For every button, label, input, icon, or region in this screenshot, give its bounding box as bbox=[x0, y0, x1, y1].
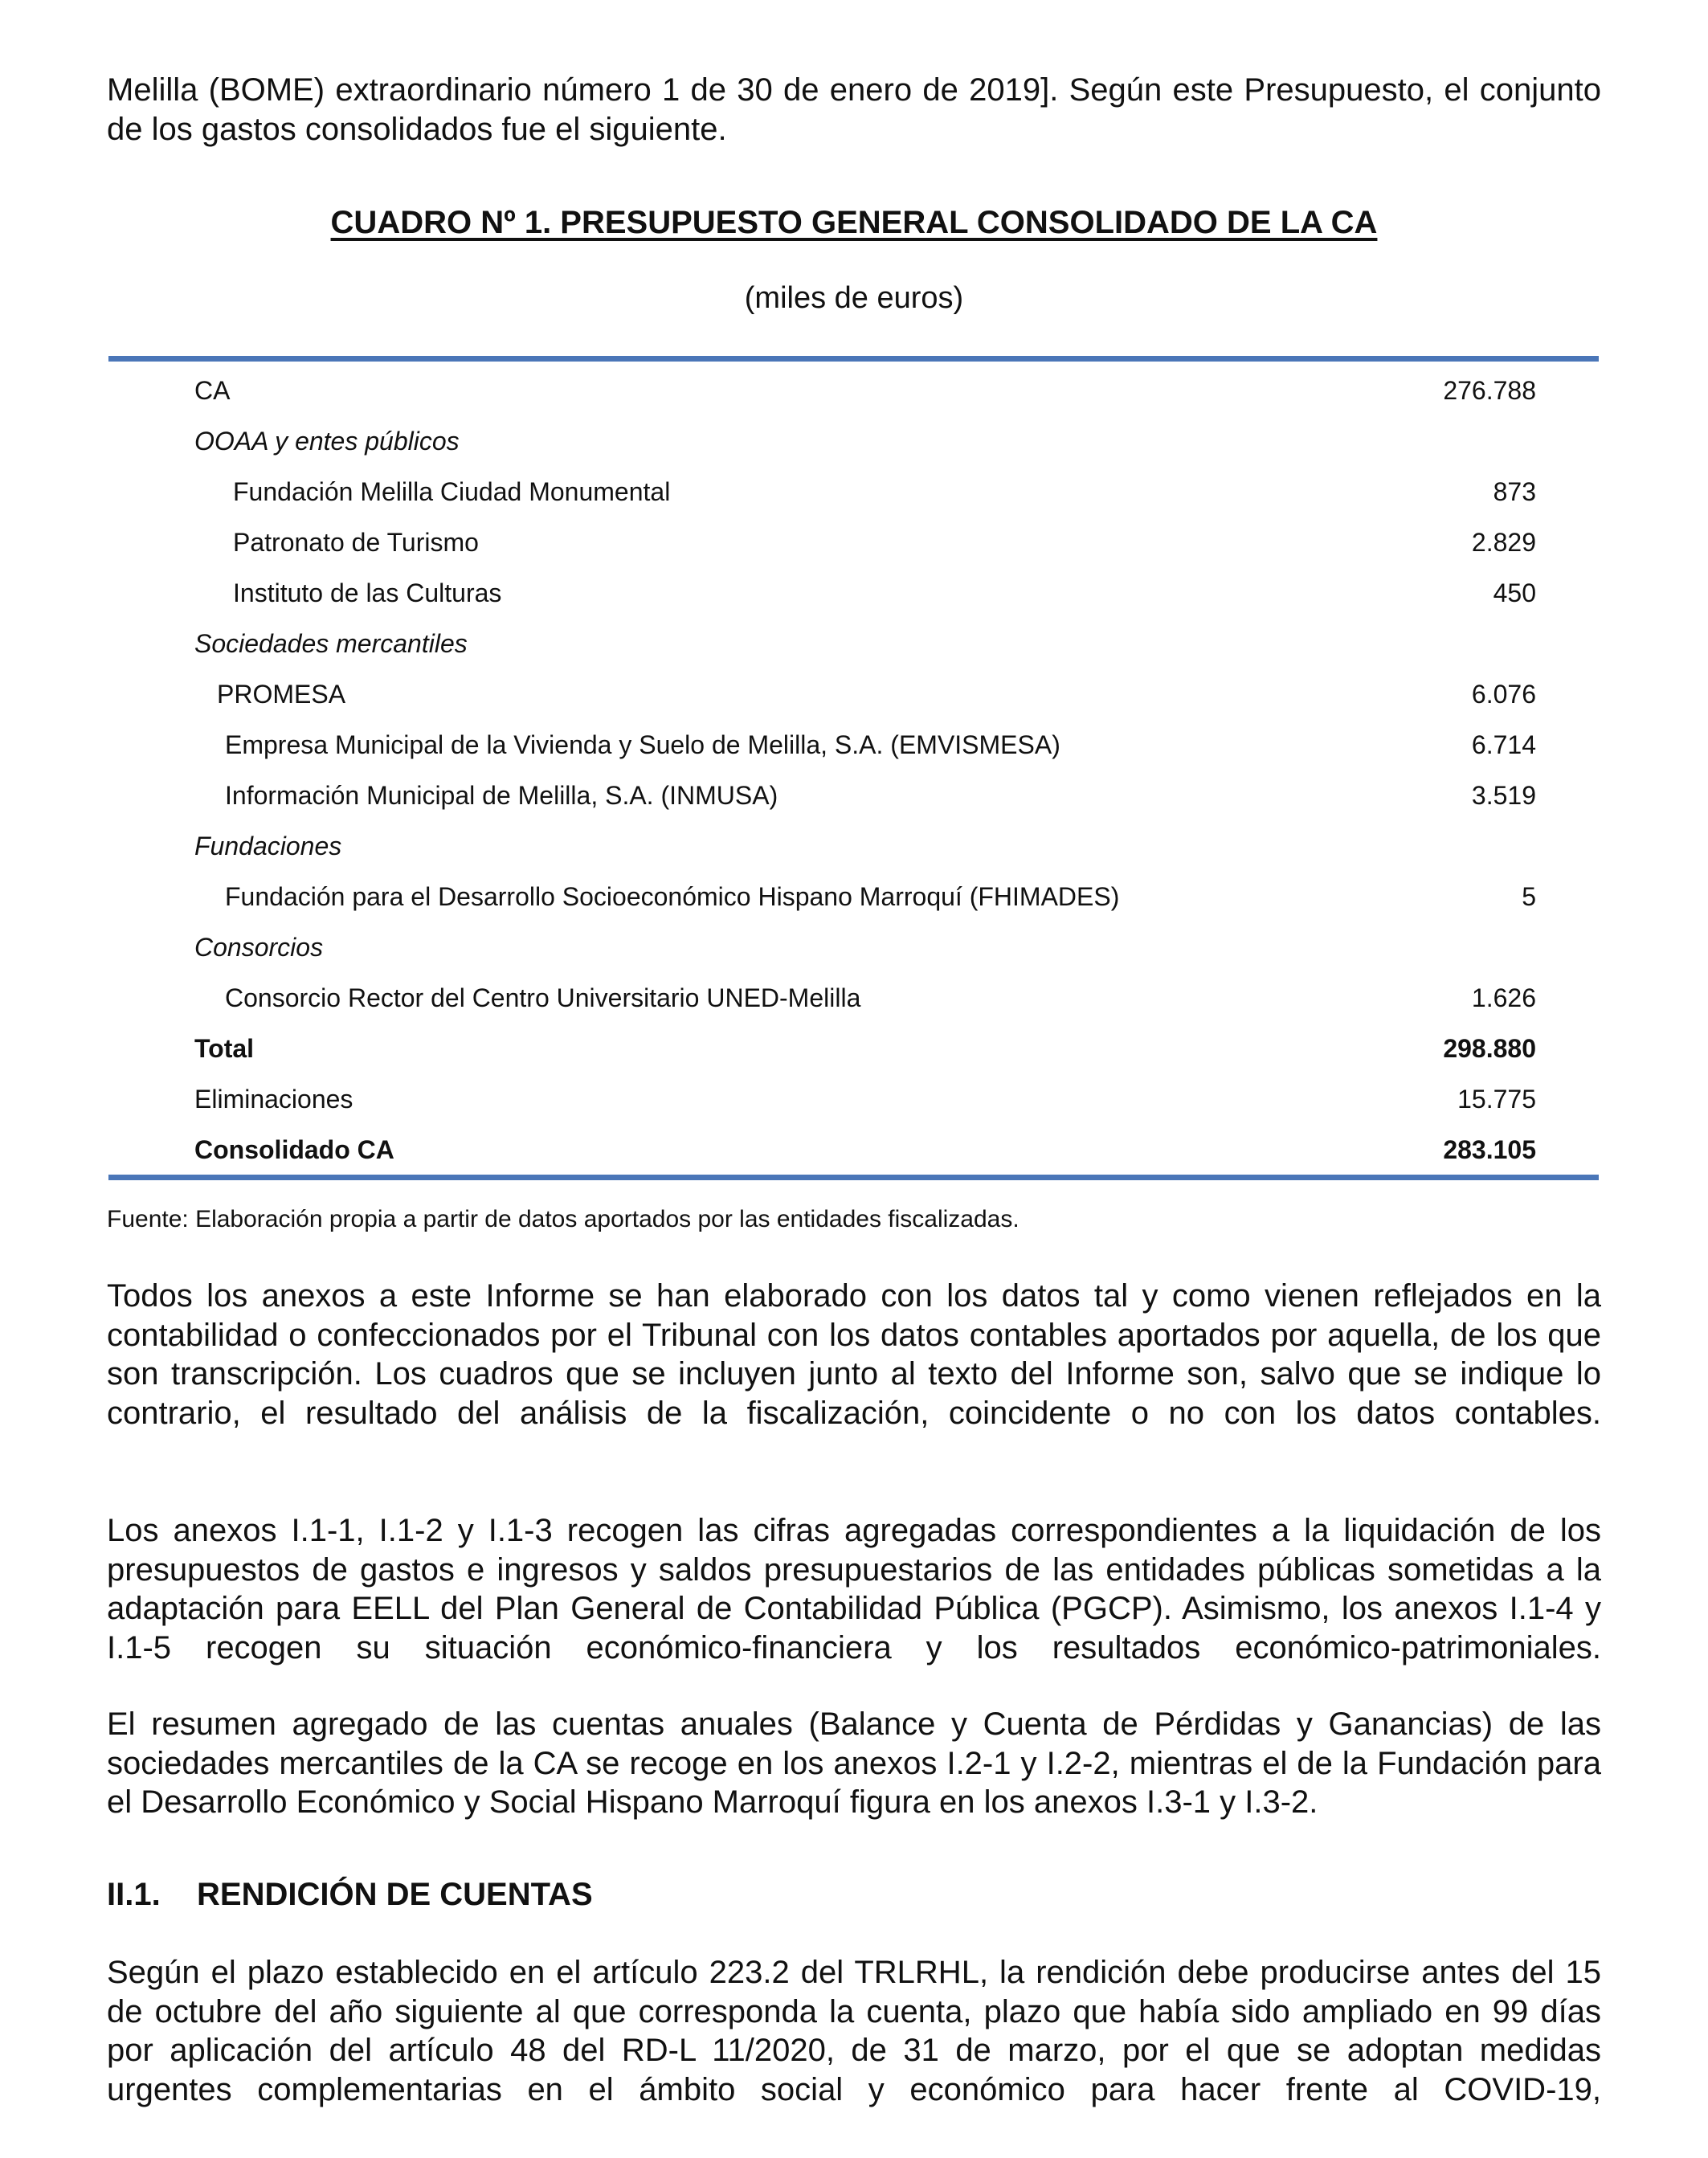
section-number: II.1. bbox=[107, 1877, 161, 1912]
table-row bbox=[194, 526, 1536, 558]
row-label: Empresa Municipal de la Vivienda y Suelo de Melilla, S.A. (EMVISMESA) bbox=[225, 730, 1060, 759]
table-bottom-rule bbox=[108, 1175, 1599, 1180]
table-group-row bbox=[194, 830, 1536, 862]
section-paragraph: Según el plazo establecido en el artículo 223.2 del TRLRHL, la rendición debe producirse antes del 15 de octubre del año siguiente al que corresponda la cuenta, plazo que había sido ampliado en 99 días por aplicación del artículo 48 del RD-L 11/2020, de 31 de marzo, por el que se adoptan medidas urgentes complementarias en el ámbito social y económico para hacer frente al COVID-19, bbox=[107, 1955, 1601, 2107]
section-heading bbox=[107, 1875, 593, 1914]
group-label: Consorcios bbox=[194, 933, 324, 962]
table-row bbox=[194, 982, 1536, 1014]
group-label: OOAA y entes públicos bbox=[194, 427, 460, 456]
row-value: 6.076 bbox=[1471, 680, 1536, 709]
table-source-note: Fuente: Elaboración propia a partir de datos aportados por las entidades fiscalizadas. bbox=[107, 1206, 1019, 1232]
intro-paragraph: Melilla (BOME) extraordinario número 1 de 30 de enero de 2019]. Según este Presupuesto, el conjunto de los gastos consolidados fue el siguiente. bbox=[107, 72, 1601, 147]
body-paragraph-1: Todos los anexos a este Informe se han elaborado con los datos tal y como vienen reflejados en la contabilidad o confeccionados por el Tribunal con los datos contables aportados por aquella, de los que son transcripción. Los cuadros que se incluyen junto al texto del Informe son, salvo que se indique lo contrario, el resultado del análisis de la fiscalización, coincidente o no con los datos contables. bbox=[107, 1278, 1601, 1431]
table-group-row bbox=[194, 627, 1536, 660]
row-label: Fundación para el Desarrollo Socioeconómico Hispano Marroquí (FHIMADES) bbox=[225, 882, 1120, 911]
row-value: 2.829 bbox=[1471, 528, 1536, 557]
table-row bbox=[194, 577, 1536, 609]
table-consolidated-row bbox=[194, 1134, 1536, 1166]
total-label: Total bbox=[194, 1034, 255, 1063]
row-label: Información Municipal de Melilla, S.A. (INMUSA) bbox=[225, 781, 778, 810]
table-group-row bbox=[194, 425, 1536, 457]
row-value: 1.626 bbox=[1471, 983, 1536, 1012]
row-label: Fundación Melilla Ciudad Monumental bbox=[233, 477, 671, 506]
row-value: 6.714 bbox=[1471, 730, 1536, 759]
row-label: Patronato de Turismo bbox=[233, 528, 479, 557]
table-group-row bbox=[194, 931, 1536, 963]
table-row bbox=[194, 1083, 1536, 1115]
row-label: CA bbox=[194, 376, 231, 405]
table-top-rule bbox=[108, 356, 1599, 362]
row-value: 5 bbox=[1522, 882, 1536, 911]
row-value: 15.775 bbox=[1457, 1085, 1536, 1114]
group-label: Fundaciones bbox=[194, 832, 342, 860]
table-total-row bbox=[194, 1032, 1536, 1065]
table-row bbox=[194, 476, 1536, 508]
row-label: Eliminaciones bbox=[194, 1085, 353, 1114]
table-title: CUADRO Nº 1. PRESUPUESTO GENERAL CONSOLIDADO DE LA CA bbox=[330, 205, 1378, 240]
row-label: Consorcio Rector del Centro Universitario UNED-Melilla bbox=[225, 983, 861, 1012]
row-label: Instituto de las Culturas bbox=[233, 578, 502, 607]
group-label: Sociedades mercantiles bbox=[194, 629, 468, 658]
table-row bbox=[194, 729, 1536, 761]
total-value: 298.880 bbox=[1443, 1034, 1536, 1063]
table-row bbox=[194, 374, 1536, 407]
row-value: 276.788 bbox=[1443, 376, 1536, 405]
body-paragraph-2: Los anexos I.1-1, I.1-2 y I.1-3 recogen las cifras agregadas correspondientes a la liquidación de los presupuestos de gastos e ingresos y saldos presupuestarios de las entidades públicas sometidas a la adaptación para EELL del Plan General de Contabilidad Pública (PGCP). Asimismo, los anexos I.1-4 y I.1-5 recogen su situación económico-financiera y los resultados económico-patrimoniales. bbox=[107, 1513, 1601, 1666]
table-row bbox=[194, 779, 1536, 811]
body-paragraph-3: El resumen agregado de las cuentas anuales (Balance y Cuenta de Pérdidas y Ganancias) de las sociedades mercantiles de la CA se recoge en los anexos I.2-1 y I.2-2, mientras el de la Fundación para el Desarrollo Económico y Social Hispano Marroquí figura en los anexos I.3-1 y I.3-2. bbox=[107, 1706, 1601, 1820]
row-value: 873 bbox=[1493, 477, 1536, 506]
table-row bbox=[194, 881, 1536, 913]
table-row bbox=[194, 678, 1536, 710]
row-value: 3.519 bbox=[1471, 781, 1536, 810]
table-subtitle: (miles de euros) bbox=[744, 281, 964, 315]
row-label: PROMESA bbox=[217, 680, 346, 709]
consolidated-label: Consolidado CA bbox=[194, 1135, 394, 1164]
consolidated-value: 283.105 bbox=[1443, 1135, 1536, 1164]
row-value: 450 bbox=[1493, 578, 1536, 607]
section-title: RENDICIÓN DE CUENTAS bbox=[197, 1877, 593, 1912]
